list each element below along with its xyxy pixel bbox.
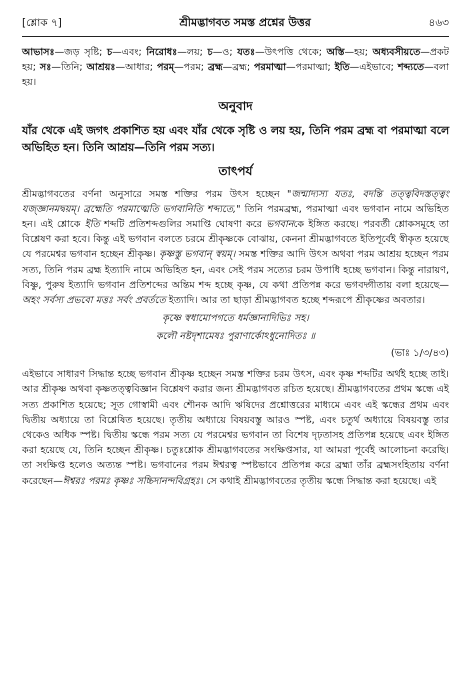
synonyms-block bbox=[22, 45, 449, 91]
purport-term: ভগবান bbox=[266, 219, 294, 231]
quoted-verse-line-2: কলৌ নষ্টদৃশামেষঃ পুরাণার্কোঽধুনোদিতঃ ॥ bbox=[155, 331, 316, 343]
purport-text: শব্দটি প্রতিশব্দগুলির সমাপ্তি ঘোষণা করে bbox=[99, 219, 267, 231]
page-number: ৪৬৩ bbox=[428, 17, 449, 29]
synonym-word: পরমাত্মা bbox=[254, 62, 286, 74]
synonym-meaning: উৎপত্তি থেকে; bbox=[264, 47, 327, 58]
purport-paragraph-2 bbox=[22, 367, 449, 489]
synonym-dash: — bbox=[115, 62, 126, 74]
synonym-dash: — bbox=[424, 62, 434, 74]
synonym-word: শব্দ্যতে bbox=[397, 62, 425, 74]
synonym-dash: — bbox=[420, 47, 430, 58]
synonym-meaning: ব্রহ্ম; bbox=[232, 62, 255, 74]
synonym-dash: — bbox=[344, 47, 355, 58]
synonym-dash: — bbox=[349, 62, 360, 74]
purport-quote: অহং সর্বস্য প্রভবো মত্তঃ সর্বং প্রবর্ততে bbox=[22, 295, 166, 307]
purport-quote: "জন্মাদ্যস্য যতঃ, বদন্তি তত্ত্ববিদস্তত্ত্বং যজ্জ্ঞানমদ্বয়ম্। ব্রহ্মেতি পরমাত্মেতি ভগবানিতি শব্দ্যতে," bbox=[22, 188, 449, 215]
synonym-meaning: জড় সৃষ্টি; bbox=[64, 47, 107, 58]
synonym-word: নিরোধঃ bbox=[146, 47, 178, 58]
synonym-meaning: পরম; bbox=[183, 62, 208, 74]
synonym-meaning: পরমাত্মা; bbox=[295, 62, 335, 74]
synonym-meaning: বলা হয়। bbox=[22, 62, 449, 89]
synonym-word: যতঃ bbox=[237, 47, 256, 58]
synonym-word: চ bbox=[106, 47, 113, 58]
synonym-meaning: লয়; bbox=[186, 47, 208, 58]
purport-text: কে ইঙ্গিত করছে। পরবর্তী শ্লোকসমূহে তা বিশ্লেষণ করা হবে। কিন্তু এই ভগবান বলতে চরমে শ্রীকৃষ্ণকে বোঝায়, কেননা শ্রীমদ্ভাগবতে ইতিপূর্বেই স্বীকৃত হয়েছে যে পরমেশ্বর ভগবান হচ্ছেন শ্রীকৃষ্ণ। bbox=[22, 219, 449, 261]
synonym-dash: — bbox=[255, 47, 265, 58]
quoted-verse-line-1: কৃষ্ণে স্বধামোপগতে ধর্মজ্ঞানাদিভিঃ সহ। bbox=[162, 313, 309, 325]
synonym-meaning: প্রকট হয়; bbox=[22, 47, 449, 74]
synonym-word: আশ্রয়ঃ bbox=[86, 62, 116, 74]
chapter-title: শ্রীমদ্ভাগবত সমস্ত প্রশ্নের উত্তর bbox=[179, 16, 311, 29]
purport-text: এইভাবে সাধারণ সিদ্ধান্ত হচ্ছে ভগবান শ্রীকৃষ্ণ হচ্ছেন সমস্ত শক্তির চরম উৎস, এবং কৃষ্ণ শব্দটির অর্থই হচ্ছে তাই। আর শ্রীকৃষ্ণ অথবা কৃষ্ণতত্ত্ববিজ্ঞান বিশ্লেষণ করার জন্য শ্রীমদ্ভাগবত রচিত হয়েছে। শ্রীমদ্ভাগবতের প্রথম স্কন্ধে এই সত্য প্রকাশিত হয়েছে; সূত গোস্বামী এবং শৌনক আদি ঋষিদের প্রশ্নোত্তরের মাধ্যমে এবং এই স্কন্ধের প্রথম এবং দ্বিতীয় অধ্যায়ে তা বিশ্লেষিত হয়েছে। তৃতীয় অধ্যায়ে বিষয়বস্তু আরও স্পষ্ট, এবং চতুর্থ অধ্যায়ে বিষয়বস্তু তার থেকেও অধিক স্পষ্ট। দ্বিতীয় স্কন্ধে পরম সত্য যে পরমেশ্বর ভগবান তা বিশেষ দৃঢ়তাসহ প্রতিপন্ন হয়েছে এবং ইঙ্গিত করা হয়েছে যে, তিনি হচ্ছেন শ্রীকৃষ্ণ। চতুঃশ্লোক শ্রীমদ্ভাগবতের সংক্ষিপ্তসার, যা আমরা পূর্বেই আলোচনা করেছি। তা সংক্ষিপ্ত হলেও অত্যন্ত স্পষ্ট। ভগবানের পরম ঈশ্বরত্ব স্পষ্টভাবে প্রতিপন্ন করে ব্রহ্মা তাঁর ব্রহ্মসংহিতায় বর্ণনা করেছেন— bbox=[22, 369, 449, 487]
synonym-word: ইতি bbox=[334, 62, 350, 74]
purport-text: তিনি পরমব্রহ্ম, পরমাত্মা এবং ভগবান নামে অভিহিত হন। এই শ্লোকে bbox=[22, 203, 450, 231]
page-header bbox=[22, 14, 449, 37]
synonym-dash: — bbox=[51, 62, 61, 74]
purport-text: সমস্ত শক্তির আদি উৎস অথবা পরম আশ্রয় হচ্ছেন পরম সত্য, তিনি পরম ব্রহ্ম ইত্যাদি নামে অভিহিত হন, এবং সেই পরম সত্যের চরম উপাধি হচ্ছে ভগবান। কিন্তু নারায়ণ, বিষ্ণু, পুরুষ ইত্যাদি ভগবান প্রতিশব্দের অন্তিম শব্দ হচ্ছে কৃষ্ণ, যে কথা প্রতিপন্ন করে ভগবদ্গীতায় বলা হয়েছে— bbox=[22, 249, 450, 291]
synonym-meaning: হয়; bbox=[354, 47, 373, 58]
synonym-meaning: তিনি; bbox=[60, 62, 87, 74]
purport-text: । সে কথাই শ্রীমদ্ভাগবতের তৃতীয় স্কন্ধে সিদ্ধান্ত করা হয়েছে। এই bbox=[199, 475, 437, 487]
purport-term: ইতি bbox=[84, 219, 100, 231]
synonym-meaning: এবং; bbox=[121, 47, 147, 58]
purport-quote: ঈশ্বরঃ পরমঃ কৃষ্ণঃ সচ্চিদানন্দবিগ্রহঃ bbox=[62, 475, 200, 487]
purport-heading: তাৎপর্য bbox=[218, 163, 253, 178]
purport-text: ইত্যাদি। আর তা ছাড়া শ্রীমদ্ভাগবত হচ্ছে শব্দরূপে শ্রীকৃষ্ণের অবতার। bbox=[165, 295, 425, 307]
synonym-dash: — bbox=[112, 47, 122, 58]
translation-heading: অনুবাদ bbox=[218, 98, 253, 113]
synonym-meaning: ও; bbox=[222, 47, 238, 58]
synonym-meaning: আধার; bbox=[125, 62, 157, 74]
synonym-word: অধ্যবসীয়তে bbox=[372, 47, 421, 58]
synonym-word: চ bbox=[207, 47, 213, 58]
verse-reference: [শ্লোক ৭] bbox=[22, 17, 62, 29]
synonym-meaning: এইভাবে; bbox=[359, 62, 398, 74]
synonym-word: ব্রহ্ম bbox=[208, 62, 223, 74]
synonym-word: আভাসঃ bbox=[22, 47, 55, 58]
synonym-dash: — bbox=[212, 47, 223, 58]
synonym-dash: — bbox=[177, 47, 187, 58]
purport-text: শ্রীমদ্ভাগবতের বর্ণনা অনুসারে সমস্ত শক্তির পরম উৎস হচ্ছেন bbox=[22, 188, 287, 200]
synonym-dash: — bbox=[222, 62, 233, 74]
synonym-dash: — bbox=[54, 47, 65, 58]
synonym-dash: — bbox=[174, 62, 184, 74]
translation-text: যাঁর থেকে এই জগৎ প্রকাশিত হয় এবং যাঁর থেকে সৃষ্টি ও লয় হয়, তিনি পরম ব্রহ্ম বা পরমাত্মা বলে অভিহিত হন। তিনি আশ্রয়—তিনি পরম সত্য। bbox=[22, 123, 449, 154]
synonym-word: পরম্ bbox=[156, 62, 175, 74]
purport-quote: কৃষ্ণস্তু ভগবান্ স্বয়ম্। bbox=[159, 249, 236, 261]
quoted-verse-reference: (ভাঃ ১/৩/৪৩) bbox=[390, 348, 449, 360]
synonym-word: সঃ bbox=[39, 62, 52, 74]
synonym-word: অস্তি bbox=[326, 47, 345, 58]
purport-paragraph-1 bbox=[22, 187, 449, 309]
synonym-dash: — bbox=[285, 62, 296, 74]
